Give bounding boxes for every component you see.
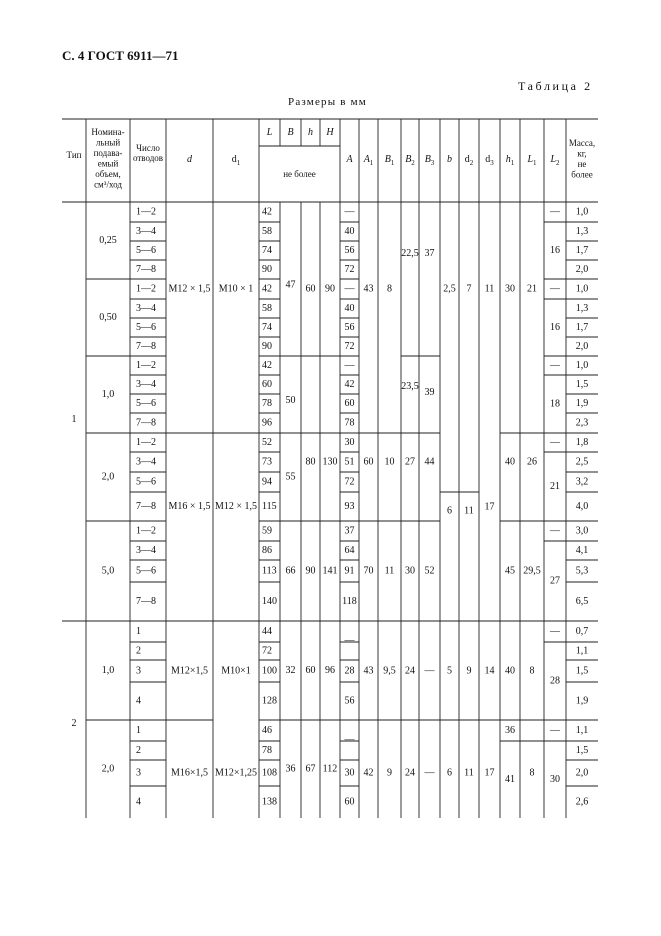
L-cell: 58: [262, 302, 272, 314]
L1-cell: 8: [529, 665, 535, 677]
A1-cell: 43: [363, 665, 374, 677]
B-cell: 36: [285, 763, 296, 775]
B3-cell: 52: [424, 565, 435, 577]
L2-cell: —: [550, 206, 560, 218]
outlets-cell: 3—4: [136, 225, 156, 237]
type-cell: 2: [71, 717, 77, 729]
L-cell: 46: [262, 724, 272, 736]
mass-cell: 2,5: [575, 456, 589, 468]
B1-cell: 9,5: [383, 665, 396, 677]
d1-cell: M10 × 1: [218, 283, 254, 295]
h1-cell: 40: [505, 665, 515, 677]
L-cell: 44: [262, 625, 272, 637]
d2-cell: 9: [466, 665, 472, 677]
A-cell: 60: [344, 397, 355, 409]
col-b-header: b: [447, 154, 452, 166]
A1-cell: 43: [363, 283, 374, 295]
L-cell: 74: [262, 244, 272, 256]
A-cell: 78: [344, 417, 355, 429]
h-cell: 60: [305, 283, 316, 295]
mass-cell: 1,1: [575, 724, 589, 736]
L-cell: 100: [262, 665, 277, 677]
col-mass-header: Масса,: [568, 138, 596, 149]
outlets-cell: 1: [136, 625, 141, 637]
outlets-cell: 1—2: [136, 206, 156, 218]
L2-cell: 28: [550, 675, 560, 687]
mass-cell: 1,5: [575, 744, 589, 756]
L2-cell: 18: [550, 398, 560, 410]
L1-cell: 29,5: [523, 565, 541, 577]
L-cell: 90: [262, 340, 272, 352]
col-ne-bolee-header: не более: [283, 169, 316, 180]
A-cell: —: [344, 734, 355, 746]
B-cell: 50: [285, 394, 296, 406]
outlets-cell: 7—8: [136, 340, 156, 352]
B3-cell: 39: [424, 386, 435, 398]
col-volume-header: льный: [95, 137, 121, 148]
L1-cell: 21: [527, 283, 537, 295]
L-cell: 90: [262, 263, 272, 275]
d3-cell: 11: [484, 283, 495, 295]
col-d1-header: $d_1$: [231, 154, 241, 167]
col-L-header: L: [266, 127, 273, 139]
col-volume-header: подава-: [93, 148, 123, 159]
col-L2-header: $L_2$: [550, 154, 560, 167]
B2-cell: 30: [405, 565, 415, 577]
outlets-cell: 1—2: [136, 359, 156, 371]
d-cell: M12×1,5: [170, 665, 209, 677]
B1-cell: 8: [387, 283, 392, 295]
L-cell: 138: [262, 796, 277, 808]
mass-cell: 1,7: [575, 244, 589, 256]
L-cell: 72: [262, 645, 272, 657]
outlets-cell: 3—4: [136, 302, 156, 314]
L2-cell: —: [550, 436, 560, 448]
A-cell: 56: [344, 244, 355, 256]
mass-cell: 3,0: [575, 525, 589, 537]
A-cell: —: [344, 359, 355, 371]
A-cell: 64: [344, 544, 355, 556]
A-cell: 72: [344, 476, 355, 488]
B2-cell: 23,5: [401, 380, 419, 392]
h-cell: 67: [305, 763, 316, 775]
mass-cell: 1,0: [575, 206, 589, 218]
outlets-cell: 3—4: [136, 456, 156, 468]
mass-cell: 1,3: [575, 225, 589, 237]
L2-cell: 16: [550, 321, 560, 333]
L-cell: 113: [262, 565, 277, 577]
outlets-cell: 5—6: [136, 244, 156, 256]
L-cell: 140: [262, 595, 277, 607]
d1-cell: M12×1,25: [214, 767, 258, 779]
col-type-header: Тип: [66, 150, 82, 161]
mass-cell: 5,3: [575, 565, 589, 577]
L2-cell: 21: [550, 480, 560, 492]
col-d2-header: $d_2$: [464, 154, 474, 167]
mass-cell: 1,5: [575, 378, 589, 390]
B-cell: 47: [285, 279, 296, 291]
outlets-cell: 5—6: [136, 321, 156, 333]
A-cell: 93: [344, 500, 355, 512]
outlets-cell: 2: [136, 645, 141, 657]
B2-cell: 24: [405, 665, 415, 677]
L-cell: 108: [262, 767, 277, 779]
mass-cell: 4,1: [575, 544, 589, 556]
volume-cell: 5,0: [101, 565, 115, 577]
B3-cell: —: [424, 665, 435, 677]
L-cell: 42: [262, 283, 272, 295]
d2-cell: 7: [466, 283, 472, 295]
mass-cell: 1,1: [575, 645, 589, 657]
B-cell: 55: [285, 471, 296, 483]
B3-cell: —: [424, 767, 435, 779]
outlets-cell: 5—6: [136, 476, 156, 488]
mass-cell: 4,0: [575, 500, 589, 512]
col-B-header: B: [287, 127, 294, 139]
L-cell: 42: [262, 206, 272, 218]
h1-cell: 45: [505, 565, 515, 577]
L2-cell: 16: [550, 244, 560, 256]
volume-cell: 1,0: [101, 664, 115, 676]
outlets-cell: 3—4: [136, 378, 156, 390]
L-cell: 73: [262, 456, 272, 468]
col-mass-header: более: [571, 169, 593, 180]
A-cell: —: [344, 283, 355, 295]
h-cell: 90: [305, 565, 316, 577]
outlets-cell: 7—8: [136, 595, 156, 607]
L1-cell: 26: [527, 456, 537, 468]
outlets-cell: 3: [136, 767, 141, 779]
col-L1-header: $L_1$: [527, 154, 537, 167]
L2-cell: —: [550, 724, 560, 736]
volume-cell: 0,25: [99, 234, 117, 246]
h-cell: 80: [305, 456, 316, 468]
d2-cell: 11: [464, 767, 474, 779]
outlets-cell: 5—6: [136, 565, 156, 577]
col-volume-header: Номина-: [91, 127, 125, 138]
outlets-cell: 2: [136, 744, 141, 756]
col-d-header: d: [187, 154, 192, 166]
B3-cell: 44: [424, 456, 435, 468]
d2-cell: 11: [464, 505, 474, 517]
d3-cell: 17: [484, 501, 495, 513]
col-h1-header: $h_1$: [505, 154, 515, 167]
b-cell: 2,5: [443, 283, 456, 295]
h1-cell: 30: [505, 283, 515, 295]
A-cell: 56: [344, 321, 355, 333]
d3-cell: 14: [484, 665, 495, 677]
A-cell: 118: [342, 595, 357, 607]
A-cell: —: [344, 634, 355, 646]
L-cell: 60: [262, 378, 272, 390]
outlets-cell: 5—6: [136, 397, 156, 409]
outlets-cell: 1—2: [136, 525, 156, 537]
L-cell: 86: [262, 544, 272, 556]
col-mass-header: не: [577, 159, 587, 170]
col-H-header: H: [326, 127, 334, 139]
A-cell: 28: [344, 665, 355, 677]
col-A1-header: $A_1$: [363, 154, 374, 167]
A-cell: 91: [344, 565, 355, 577]
H-cell: 96: [325, 664, 335, 676]
page-header: С. 4 ГОСТ 6911—71: [62, 48, 179, 63]
H-cell: 112: [322, 763, 338, 775]
outlets-cell: 3: [136, 665, 141, 677]
A1-cell: 70: [363, 565, 374, 577]
d-cell: M12 × 1,5: [168, 283, 211, 295]
mass-cell: 1,0: [575, 283, 589, 295]
A-cell: 30: [344, 436, 355, 448]
L-cell: 115: [262, 500, 277, 512]
L2-cell: —: [550, 283, 560, 295]
mass-cell: 1,8: [575, 436, 589, 448]
mass-cell: 1,5: [575, 665, 589, 677]
B1-cell: 11: [384, 565, 395, 577]
L-cell: 52: [262, 436, 272, 448]
A-cell: 72: [344, 340, 355, 352]
d1-cell: M12 × 1,5: [214, 500, 258, 512]
col-B3-header: $B_3$: [424, 154, 435, 167]
B2-cell: 22,5: [401, 247, 419, 259]
H-cell: 130: [322, 456, 338, 468]
mass-cell: 3,2: [575, 476, 589, 488]
L-cell: 58: [262, 225, 272, 237]
B-cell: 66: [285, 565, 296, 577]
h-cell: 60: [305, 664, 316, 676]
L2-cell: —: [550, 625, 560, 637]
mass-cell: 2,3: [575, 417, 589, 429]
B1-cell: 9: [387, 767, 392, 779]
outlets-cell: 7—8: [136, 500, 156, 512]
mass-cell: 6,5: [575, 595, 589, 607]
mass-cell: 1,3: [575, 302, 589, 314]
b-cell: 6: [447, 767, 452, 779]
outlets-cell: 4: [136, 695, 141, 707]
volume-cell: 0,50: [99, 311, 117, 323]
d3-cell: 17: [484, 767, 495, 779]
L-cell: 96: [262, 417, 272, 429]
A-cell: 42: [344, 378, 355, 390]
B1-cell: 10: [384, 456, 395, 468]
d-cell: M16×1,5: [170, 767, 209, 779]
A-cell: 40: [344, 225, 355, 237]
A-cell: 51: [344, 456, 355, 468]
L-cell: 78: [262, 744, 272, 756]
A1-cell: 42: [363, 767, 374, 779]
L-cell: 94: [262, 476, 272, 488]
volume-cell: 2,0: [101, 763, 115, 775]
mass-cell: 2,0: [575, 263, 589, 275]
outlets-cell: 3—4: [136, 544, 156, 556]
h1-cell: 41: [505, 773, 515, 785]
outlets-cell: 7—8: [136, 417, 156, 429]
mass-cell: 1,0: [575, 359, 589, 371]
B2-cell: 24: [405, 767, 415, 779]
h1-cell: 40: [505, 456, 515, 468]
L2-cell: —: [550, 359, 560, 371]
B-cell: 32: [285, 664, 296, 676]
L-cell: 59: [262, 525, 272, 537]
mass-cell: 1,9: [575, 397, 589, 409]
B2-cell: 27: [405, 456, 415, 468]
table-subtitle: Размеры в мм: [288, 96, 367, 108]
col-A-header: A: [346, 154, 353, 166]
L2-cell: —: [550, 525, 560, 537]
col-outlets-header: Число: [136, 143, 160, 154]
B3-cell: 37: [424, 247, 435, 259]
col-volume-header: см³/ход: [94, 179, 122, 190]
outlets-cell: 1: [136, 724, 141, 736]
type-cell: 1: [71, 413, 77, 425]
L-cell: 42: [262, 359, 272, 371]
col-mass-header: кг,: [577, 148, 587, 159]
L-cell: 74: [262, 321, 272, 333]
col-d3-header: $d_3$: [485, 154, 494, 167]
mass-cell: 1,9: [575, 695, 589, 707]
col-B1-header: $B_1$: [384, 154, 395, 167]
A-cell: 56: [344, 695, 355, 707]
A-cell: 60: [344, 796, 355, 808]
table-number: Таблица 2: [518, 79, 593, 93]
d-cell: M16 × 1,5: [168, 500, 211, 512]
outlets-cell: 7—8: [136, 263, 156, 275]
col-volume-header: емый: [97, 158, 119, 169]
L2-cell: 27: [550, 575, 560, 587]
H-cell: 90: [325, 283, 335, 295]
A-cell: 40: [344, 302, 355, 314]
A1-cell: 60: [363, 456, 374, 468]
outlets-cell: 1—2: [136, 436, 156, 448]
mass-cell: 0,7: [575, 625, 589, 637]
b-cell: 6: [447, 505, 452, 517]
d1-cell: M10×1: [221, 665, 251, 677]
col-B2-header: $B_2$: [405, 154, 415, 167]
col-h-header: h: [308, 127, 313, 139]
outlets-cell: 1—2: [136, 283, 156, 295]
A-cell: 37: [344, 525, 355, 537]
volume-cell: 2,0: [101, 471, 115, 483]
L-cell: 78: [262, 397, 272, 409]
L1-cell: 8: [529, 767, 535, 779]
L2-cell: 30: [550, 773, 560, 785]
A-cell: —: [344, 206, 355, 218]
mass-cell: 1,7: [575, 321, 589, 333]
L-cell: 128: [262, 695, 277, 707]
A-cell: 30: [344, 767, 355, 779]
col-outlets-header: отводов: [132, 153, 164, 164]
A-cell: 72: [344, 263, 355, 275]
b-cell: 5: [447, 665, 452, 677]
h1-cell: 36: [505, 724, 515, 736]
mass-cell: 2,0: [575, 340, 589, 352]
col-volume-header: объем,: [95, 169, 121, 180]
H-cell: 141: [322, 565, 338, 577]
outlets-cell: 4: [136, 796, 141, 808]
mass-cell: 2,0: [575, 767, 589, 779]
volume-cell: 1,0: [101, 388, 115, 400]
mass-cell: 2,6: [575, 796, 589, 808]
